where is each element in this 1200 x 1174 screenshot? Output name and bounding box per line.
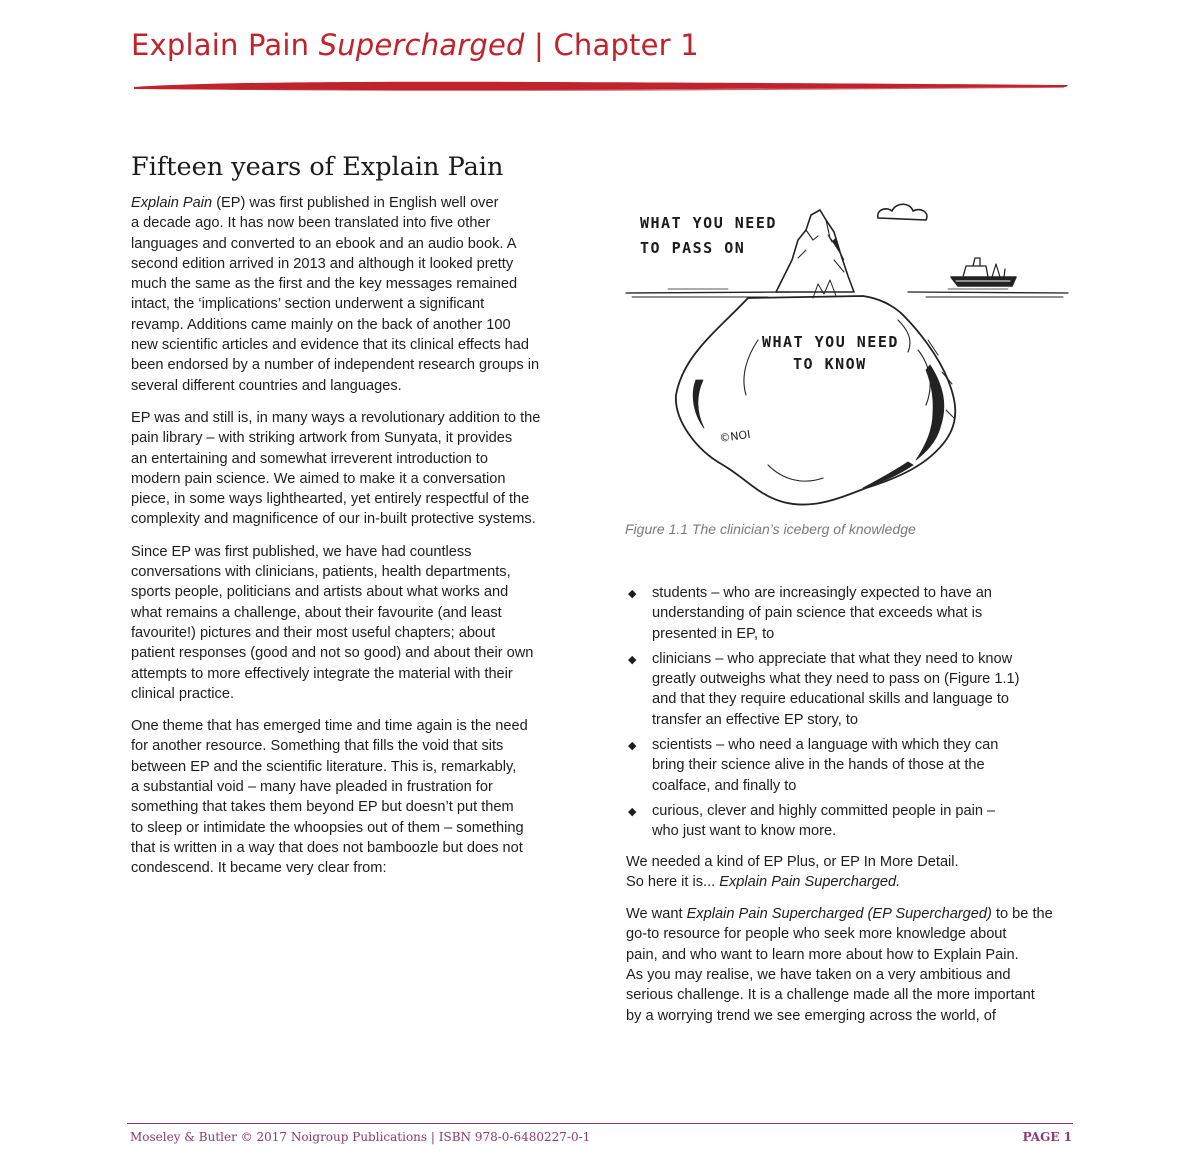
text-line: presented in EP, to — [652, 625, 775, 642]
text-line: a substantial void – many have pleaded in frustration for — [131, 779, 493, 796]
text-line: modern pain science. We aimed to make it a conversation — [131, 470, 506, 487]
copyright-mark: ©NOI — [718, 427, 752, 445]
diamond-bullet-icon: ◆ — [628, 588, 637, 600]
diamond-bullet-icon: ◆ — [628, 740, 637, 753]
text-line: transfer an effective EP story, to — [652, 711, 859, 728]
text-line — [626, 904, 1074, 924]
text-line: piece, in some ways lighthearted, yet entirely respectful of the — [131, 491, 530, 508]
list-item-scientists — [626, 735, 1074, 796]
text-line: who just want to know more. — [652, 823, 837, 840]
paragraph-revolutionary — [131, 408, 576, 530]
title-part-2: | Chapter 1 — [524, 28, 699, 62]
header-brush-rule — [134, 78, 1068, 94]
label-pass-on-line2: TO PASS ON — [640, 239, 746, 257]
text-line: that is written in a way that does not bamboozle but does not — [131, 839, 523, 856]
footer-copyright: Moseley & Butler © 2017 Noigroup Publications | ISBN 978-0-6480227-0-1 — [130, 1130, 591, 1144]
text-line: scientists – who need a language with which they can — [652, 737, 999, 754]
text-line: clinicians – who appreciate that what they need to know — [652, 650, 1013, 667]
right-column — [626, 583, 1074, 1038]
text-line: EP was and still is, in many ways a revolutionary addition to the — [131, 409, 541, 426]
text-line: patient responses (good and not so good) and about their own — [131, 645, 534, 662]
list-item-clinicians — [626, 649, 1074, 730]
audience-list — [626, 583, 1074, 842]
text-line: an entertaining and somewhat irreverent introduction to — [131, 450, 488, 467]
left-column — [131, 193, 576, 891]
diamond-bullet-icon: ◆ — [628, 805, 637, 818]
diamond-bullet-icon: ◆ — [628, 653, 637, 666]
text-line: We needed a kind of EP Plus, or EP In More Detail. — [626, 853, 959, 870]
text-line: conversations with clinicians, patients, health departments, — [131, 564, 511, 581]
label-know-line1: WHAT YOU NEED — [762, 333, 899, 351]
text-line: sports people, politicians and artists about what works and — [131, 584, 509, 601]
text-line: between EP and the scientific literature. This is, remarkably, — [131, 758, 517, 775]
text-line: understanding of pain science that exceeds what is — [652, 605, 983, 622]
text-line: curious, clever and highly committed people in pain – — [652, 802, 996, 819]
section-heading: Fifteen years of Explain Pain — [131, 152, 504, 182]
label-know-line2: TO KNOW — [793, 355, 867, 373]
book-title-italic: Explain Pain Supercharged (EP Supercharged) — [686, 906, 992, 923]
paragraph-conversations — [131, 542, 576, 704]
list-item-students — [626, 583, 1074, 644]
text-line: much the same as the first and the key messages remained — [131, 276, 518, 293]
text-line: been endorsed by a number of independent research groups in — [131, 357, 540, 374]
text-line: pain library – with striking artwork from Sunyata, it provides — [131, 430, 513, 447]
text-line: several different countries and languages. — [131, 377, 402, 394]
text-line: to sleep or intimidate the whoopsies out of them – something — [131, 819, 524, 836]
text-segment: So here it is... — [626, 873, 720, 890]
text-line: by a worrying trend we see emerging across the world, of — [626, 1007, 996, 1024]
footer-rule — [127, 1123, 1073, 1124]
text-line: complexity and magnificence of our in-built protective systems. — [131, 511, 536, 528]
text-line: second edition arrived in 2013 and although it looked pretty — [131, 255, 514, 272]
paragraph-intro — [131, 193, 576, 396]
text-segment: We want — [626, 906, 687, 923]
text-line: coalface, and finally to — [652, 777, 797, 794]
text-segment: to be the — [991, 906, 1053, 923]
figure-caption: Figure 1.1 The clinician’s iceberg of knowledge — [625, 521, 916, 537]
text-line: greatly outweighs what they need to pass on (Figure 1.1) — [652, 671, 1020, 688]
text-line: condescend. It became very clear from: — [131, 860, 387, 877]
paragraph-ep-plus — [626, 852, 1074, 893]
text-line: intact, the ‘implications’ section underwent a significant — [131, 296, 485, 313]
text-line: serious challenge. It is a challenge made all the more important — [626, 987, 1035, 1004]
text-line: One theme that has emerged time and time again is the need — [131, 718, 528, 735]
text-line: a decade ago. It has now been translated into five other — [131, 215, 491, 232]
list-item-people-in-pain — [626, 801, 1074, 842]
text-line: attempts to more effectively integrate the material with their — [131, 665, 513, 682]
title-part-1: Explain Pain — [131, 28, 319, 62]
paragraph-go-to-resource — [626, 904, 1074, 1026]
text-line: and that they require educational skills and language to — [652, 691, 1009, 708]
text-line: clinical practice. — [131, 685, 235, 702]
text-line: go-to resource for people who seek more knowledge about — [626, 926, 1007, 943]
text-line: revamp. Additions came mainly on the back of another 100 — [131, 316, 511, 333]
text-line: for another resource. Something that fills the void that sits — [131, 738, 504, 755]
text-line: new scientific articles and evidence that its clinical effects had — [131, 337, 530, 354]
text-line — [131, 193, 576, 213]
text-line: languages and converted to an ebook and an audio book. A — [131, 235, 517, 252]
text-line — [626, 872, 1074, 892]
text-line: bring their science alive in the hands of those at the — [652, 757, 985, 774]
chapter-title — [131, 28, 699, 62]
iceberg-figure — [608, 180, 1078, 520]
text-line: As you may realise, we have taken on a very ambitious and — [626, 967, 1011, 984]
text-line: what remains a challenge, about their favourite (and least — [131, 604, 502, 621]
text-line: students – who are increasingly expected to have an — [652, 585, 992, 601]
book-title-italic: Explain Pain — [131, 195, 213, 211]
text-line: favourite!) pictures and their most useful chapters; about — [131, 624, 496, 641]
text-line: pain, and who want to learn more about how to Explain Pain. — [626, 946, 1019, 963]
book-title-italic: Explain Pain Supercharged. — [719, 873, 901, 890]
page-number: PAGE 1 — [1022, 1130, 1072, 1144]
text-line: something that takes them beyond EP but doesn’t put them — [131, 799, 514, 816]
paragraph-void — [131, 716, 576, 878]
text-line: Since EP was first published, we have had countless — [131, 543, 472, 560]
label-pass-on-line1: WHAT YOU NEED — [640, 214, 777, 232]
text-segment: (EP) was first published in English well over — [212, 195, 499, 211]
iceberg-illustration — [608, 180, 1078, 520]
title-italic: Supercharged — [318, 28, 525, 62]
